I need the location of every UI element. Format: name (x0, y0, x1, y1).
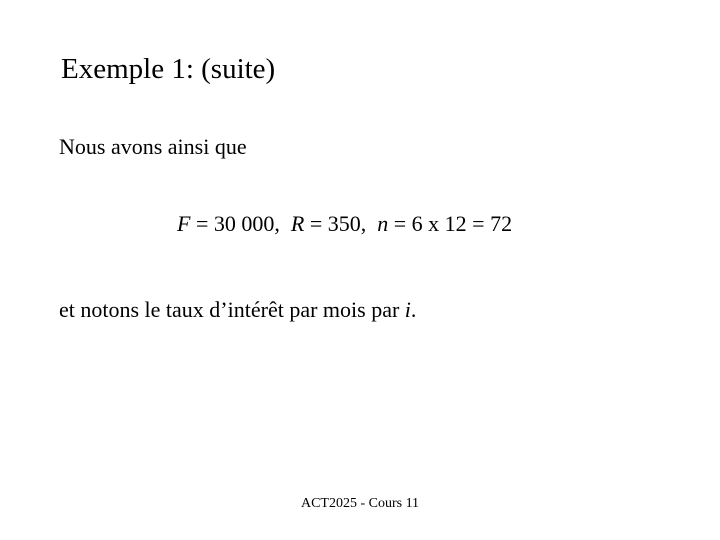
variable-n: n (377, 211, 389, 236)
slide-title: Exemple 1: (suite) (61, 53, 276, 85)
variable-r: R (290, 211, 305, 236)
conclusion-text-after: . (410, 297, 417, 322)
value-r: = 350, (304, 211, 378, 236)
variable-f: F (177, 211, 191, 236)
value-n: = 6 x 12 = 72 (388, 211, 513, 236)
value-f: = 30 000, (190, 211, 291, 236)
conclusion-text (59, 299, 416, 321)
slide-footer: ACT2025 - Cours 11 (300, 496, 420, 511)
equation-line (177, 213, 512, 235)
conclusion-text-before: et notons le taux d’intérêt par mois par (59, 297, 405, 322)
variable-i: i (404, 297, 411, 322)
intro-text: Nous avons ainsi que (59, 134, 247, 159)
